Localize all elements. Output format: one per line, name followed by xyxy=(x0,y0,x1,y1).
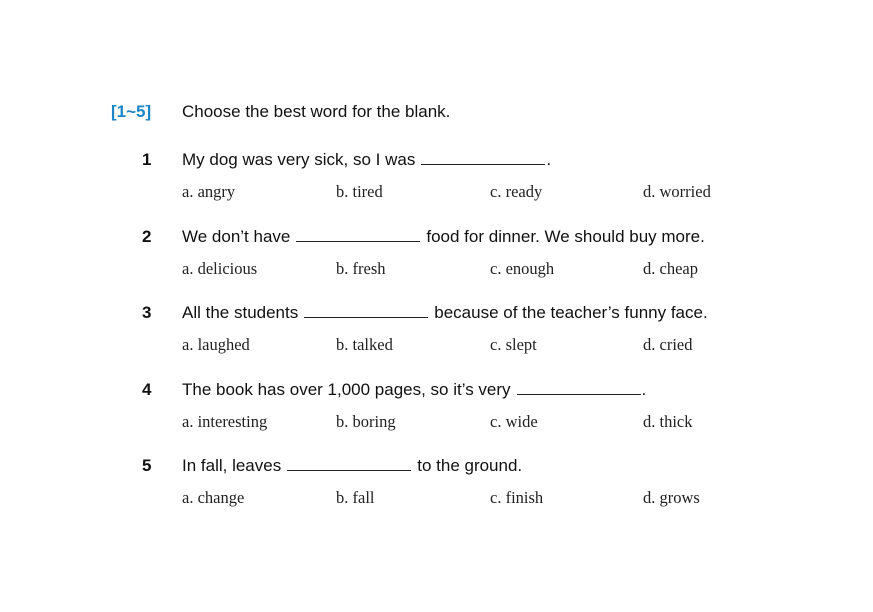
instruction-text: Choose the best word for the blank. xyxy=(182,102,451,121)
stem-text-before: In fall, leaves xyxy=(182,456,282,475)
question-stem xyxy=(182,380,646,400)
question-stem xyxy=(182,150,551,170)
option-b[interactable]: b. talked xyxy=(336,335,393,354)
option-a[interactable]: a. interesting xyxy=(182,412,268,431)
option-c[interactable]: c. slept xyxy=(490,335,537,354)
answer-blank xyxy=(287,456,411,471)
option-b[interactable]: b. tired xyxy=(336,182,383,201)
answer-blank xyxy=(296,227,420,242)
question-item xyxy=(0,456,873,516)
stem-text-after: food for dinner. We should buy more. xyxy=(426,227,705,246)
option-d[interactable]: d. worried xyxy=(643,182,711,201)
stem-text-before: The book has over 1,000 pages, so it’s very xyxy=(182,380,511,399)
option-c[interactable]: c. wide xyxy=(490,412,538,431)
option-c[interactable]: c. finish xyxy=(490,488,544,507)
option-c[interactable]: c. enough xyxy=(490,259,555,278)
question-stem xyxy=(182,456,522,476)
answer-blank xyxy=(304,303,428,318)
option-d[interactable]: d. cheap xyxy=(643,259,698,278)
option-d[interactable]: d. thick xyxy=(643,412,693,431)
stem-text-after: . xyxy=(641,380,647,399)
stem-text-after: . xyxy=(546,150,552,169)
question-stem xyxy=(182,227,705,247)
stem-text-after: because of the teacher’s funny face. xyxy=(434,303,708,322)
option-a[interactable]: a. laughed xyxy=(182,335,250,354)
question-stem xyxy=(182,303,708,323)
stem-text-before: My dog was very sick, so I was xyxy=(182,150,416,169)
question-number: 5 xyxy=(142,456,152,475)
question-item xyxy=(0,380,873,440)
option-d[interactable]: d. grows xyxy=(643,488,700,507)
option-a[interactable]: a. change xyxy=(182,488,245,507)
option-d[interactable]: d. cried xyxy=(643,335,693,354)
answer-blank xyxy=(517,380,641,395)
section-header xyxy=(0,102,873,128)
stem-text-after: to the ground. xyxy=(417,456,523,475)
question-number: 2 xyxy=(142,227,152,246)
stem-text-before: We don’t have xyxy=(182,227,291,246)
option-b[interactable]: b. boring xyxy=(336,412,396,431)
answer-blank xyxy=(421,150,545,165)
question-range: [1~5] xyxy=(111,102,152,121)
option-b[interactable]: b. fresh xyxy=(336,259,386,278)
question-number: 1 xyxy=(142,150,152,169)
option-b[interactable]: b. fall xyxy=(336,488,375,507)
question-item xyxy=(0,227,873,287)
question-number: 3 xyxy=(142,303,152,322)
option-a[interactable]: a. delicious xyxy=(182,259,258,278)
stem-text-before: All the students xyxy=(182,303,299,322)
question-number: 4 xyxy=(142,380,152,399)
option-a[interactable]: a. angry xyxy=(182,182,236,201)
question-item xyxy=(0,303,873,363)
question-item xyxy=(0,150,873,210)
option-c[interactable]: c. ready xyxy=(490,182,543,201)
